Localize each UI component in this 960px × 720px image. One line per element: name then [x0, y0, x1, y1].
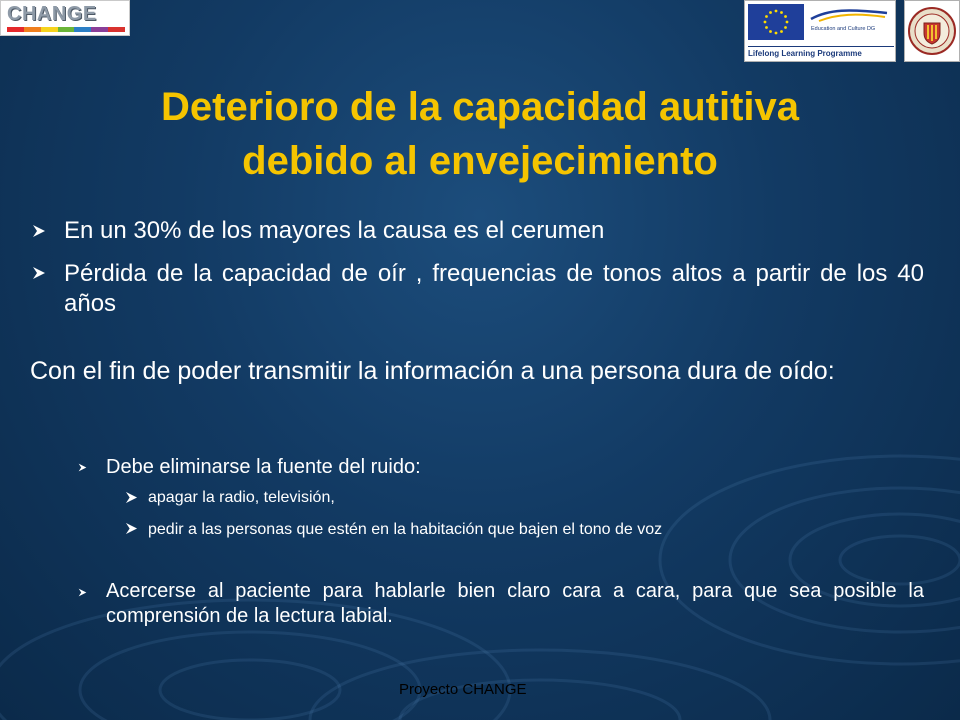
- eu-star-icon: [775, 10, 778, 13]
- sub-bullet-text: apagar la radio, televisión,: [148, 489, 335, 506]
- eu-star-icon: [784, 26, 787, 29]
- eu-department-label: Education and Culture DG: [811, 26, 876, 32]
- bullet-text: Pérdida de la capacidad de oír , frequencias de tonos altos a partir de los 40 años: [64, 260, 924, 317]
- change-logo-text: CHANGE: [7, 3, 97, 25]
- sub-bullet-text: pedir a las personas que estén en la habitación que bajen el tono de voz: [148, 521, 663, 538]
- arrowhead-bullet-icon: [125, 491, 138, 504]
- eu-flag-icon: [748, 4, 804, 40]
- color-bar-segment: [7, 27, 24, 32]
- change-logo-color-bar: [7, 27, 125, 32]
- eu-star-icon: [780, 30, 783, 33]
- swoosh-icon: [809, 7, 889, 23]
- eu-star-icon: [765, 26, 768, 29]
- color-bar-segment: [41, 27, 58, 32]
- eu-star-icon: [769, 30, 772, 33]
- color-bar-segment: [74, 27, 91, 32]
- eu-star-icon: [784, 15, 787, 18]
- arrowhead-bullet-icon: [78, 588, 87, 597]
- eu-programme-label: Lifelong Learning Programme: [748, 46, 894, 59]
- arrowhead-bullet-icon: [32, 224, 46, 238]
- eu-star-icon: [775, 32, 778, 35]
- eu-star-icon: [765, 15, 768, 18]
- arrowhead-bullet-icon: [125, 522, 138, 535]
- bullet-text: Acercerse al paciente para hablarle bien claro cara a cara, para que sea posible la comprensión de la lectura labial.: [106, 580, 924, 627]
- university-seal-logo: [904, 0, 960, 62]
- arrowhead-bullet-icon: [32, 266, 46, 280]
- slide-title: [60, 80, 900, 188]
- color-bar-segment: [91, 27, 108, 32]
- eu-lifelong-learning-logo: [744, 0, 896, 62]
- bullet-text: Debe eliminarse la fuente del ruido:: [106, 456, 421, 478]
- footer-label: Proyecto CHANGE: [399, 681, 527, 698]
- seal-icon: [907, 5, 957, 57]
- eu-star-icon: [764, 21, 767, 24]
- color-bar-segment: [108, 27, 125, 32]
- arrowhead-bullet-icon: [78, 463, 87, 472]
- change-logo: [0, 0, 130, 36]
- slide-title-line-2: debido al envejecimiento: [242, 139, 718, 183]
- color-bar-segment: [58, 27, 75, 32]
- eu-star-icon: [780, 11, 783, 14]
- color-bar-segment: [24, 27, 41, 32]
- eu-star-icon: [786, 21, 789, 24]
- slide-title-line-1: Deterioro de la capacidad autitiva: [161, 85, 799, 129]
- bullet-text: En un 30% de los mayores la causa es el cerumen: [64, 217, 605, 244]
- eu-star-icon: [769, 11, 772, 14]
- intro-paragraph: Con el fin de poder transmitir la información a una persona dura de oído:: [30, 357, 835, 385]
